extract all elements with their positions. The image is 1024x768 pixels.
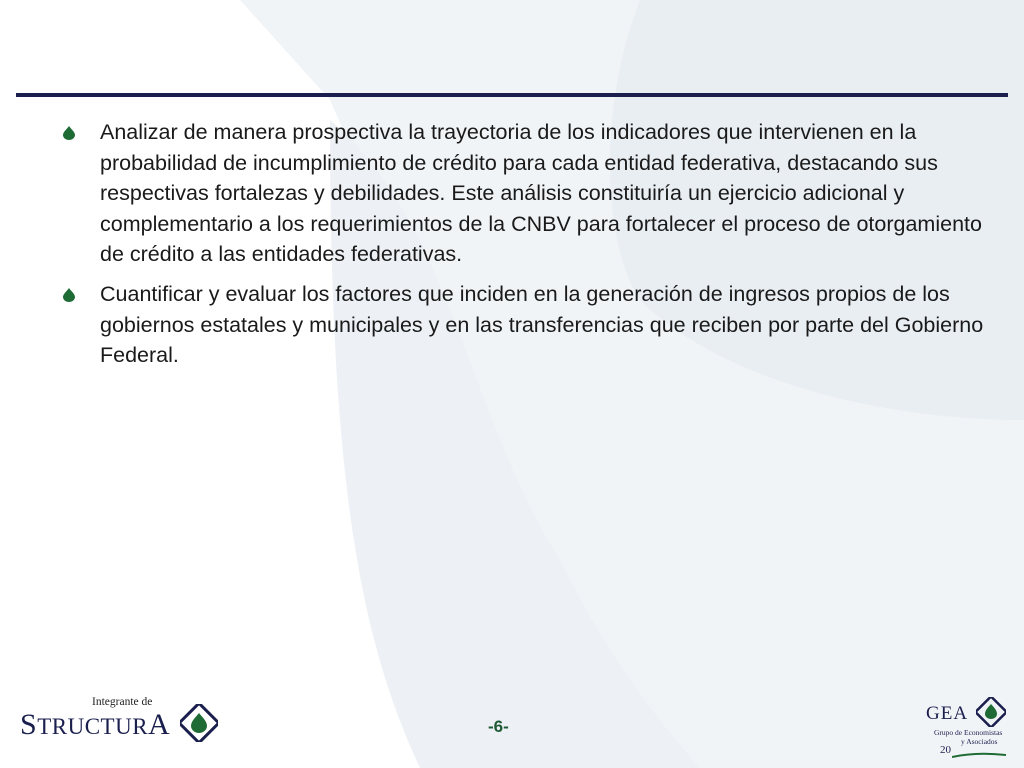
gea-anniversary: 20	[940, 744, 951, 756]
gea-anniversary-swoosh	[952, 752, 1006, 758]
structura-wordmark: STRUCTURA	[20, 708, 171, 741]
green-drop-bullet-icon	[62, 288, 76, 302]
header-rule	[16, 93, 1008, 97]
gea-subtitle-line2: y Asociados	[961, 737, 998, 746]
bullet-item	[62, 117, 992, 270]
page-number: -6-	[488, 717, 509, 736]
structura-emblem-icon	[180, 704, 218, 742]
gea-subtitle-line1: Grupo de Economistas	[934, 728, 1003, 737]
bullet-list	[62, 117, 992, 380]
bullet-text: Cuantificar y evaluar los factores que inciden en la generación de ingresos propios de los gobiernos estatales y municipales y en las transferencias que reciben por parte del Gobierno Federal.	[100, 281, 984, 368]
bullet-item	[62, 279, 992, 371]
gea-emblem-icon	[976, 697, 1006, 727]
structura-tagline: Integrante de	[92, 696, 153, 708]
bullet-text: Analizar de manera prospectiva la trayectoria de los indicadores que intervienen en la probabilidad de incumplimiento de crédito para cada entidad federativa, destacando sus respectivas fortalezas y debilidades. Este análisis constituiría un ejercicio adicional y complementario a los requerimientos de la CNBV para fortalecer el proceso de otorgamiento de crédito a las entidades federativas.	[100, 120, 982, 267]
gea-wordmark: GEA	[926, 703, 969, 724]
green-drop-bullet-icon	[62, 126, 76, 140]
